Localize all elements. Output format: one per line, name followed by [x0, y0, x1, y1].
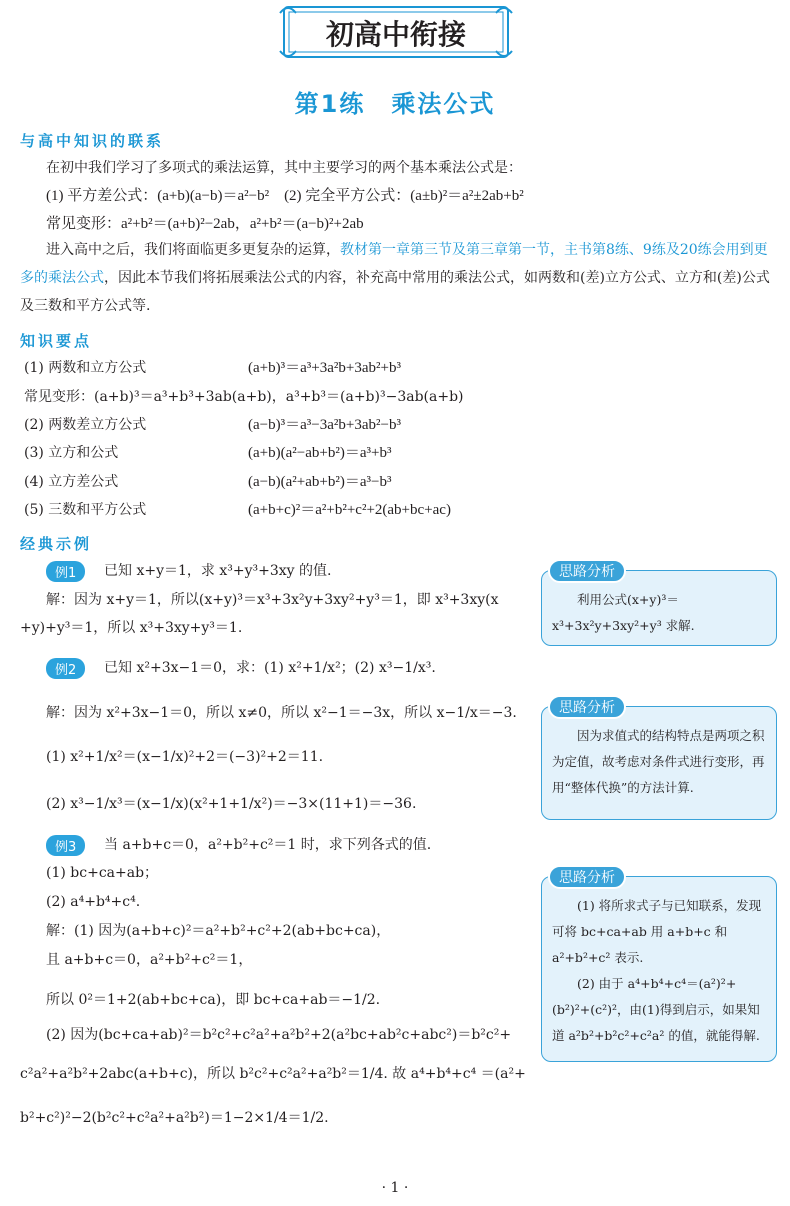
example-1-solution-2: +y)+y³＝1，所以 x³+3xy+y³＝1.: [20, 620, 243, 636]
analysis-box-3-tag: 思路分析: [548, 865, 626, 889]
page-number: · 1 ·: [381, 1180, 409, 1196]
example-3-badge: 例3: [46, 835, 85, 856]
example-3-line-4: 且 a+b+c＝0，a²+b²+c²＝1，: [46, 952, 253, 968]
example-3-question: 当 a+b+c＝0，a²+b²+c²＝1 时，求下列各式的值.: [104, 837, 432, 853]
point-4-name: (4) 立方差公式: [24, 474, 119, 490]
example-2-solution-2: (1) x²+1/x²＝(x−1/x)²+2＝(−3)²+2＝11.: [46, 749, 324, 765]
example-3-line-3: 解：(1) 因为(a+b+c)²＝a²+b²+c²+2(ab+bc+ca)，: [46, 923, 391, 939]
example-3-line-1: (1) bc+ca+ab；: [46, 865, 159, 881]
intro-p1: 在初中我们学习了多项式的乘法运算，其中主要学习的两个基本乘法公式是：: [46, 160, 522, 176]
lesson-title: 第1练 乘法公式: [294, 90, 496, 118]
point-5-formula: (a+b+c)²＝a²+b²+c²+2(ab+bc+ac): [248, 502, 451, 518]
example-2-solution-3: (2) x³−1/x³＝(x−1/x)(x²+1+1/x²)＝−3×(11+1)＝−36.: [46, 796, 417, 812]
intro-p4-highlight: 教材第一章第三节及第三章第一节，主书第8练、9练及20练会用到更多的乘法公式: [20, 242, 768, 286]
example-2-badge: 例2: [46, 658, 85, 679]
section-heading-1: 与高中知识的联系: [20, 132, 165, 150]
example-3-line-5: 所以 0²＝1+2(ab+bc+ca)，即 bc+ca+ab＝−1/2.: [46, 992, 381, 1008]
example-2-question: 已知 x²+3x−1＝0，求：(1) x²+1/x²；(2) x³−1/x³.: [104, 660, 436, 676]
intro-p4-a: 进入高中之后，我们将面临更多更复杂的运算，: [46, 242, 340, 258]
intro-p4: [20, 236, 780, 320]
point-1-name: (1) 两数和立方公式: [24, 360, 147, 376]
point-2-formula: (a−b)³＝a³−3a²b+3ab²−b³: [248, 417, 401, 433]
example-3-line-7: c²a²+a²b²+2abc(a+b+c)，所以 b²c²+c²a²+a²b²＝1/4. 故 a⁴+b⁴+c⁴ ＝(a²+: [20, 1066, 526, 1082]
section-heading-2: 知识要点: [20, 332, 93, 350]
analysis-box-3-text: (1) 将所求式子与已知联系，发现可将 bc+ca+ab 用 a+b+c 和 a²+b²+c² 表示. (2) 由于 a⁴+b⁴+c⁴＝(a²)²+(b²)²+(c²)²，由(1)得到启示，如果知道 a²b²+b²c²+c²a² 的值，就能得解.: [552, 898, 762, 1043]
point-3-name: (3) 立方和公式: [24, 445, 119, 461]
example-3-line-2: (2) a⁴+b⁴+c⁴.: [46, 894, 141, 910]
example-3-line-8: b²+c²)²−2(b²c²+c²a²+a²b²)＝1−2×1/4＝1/2.: [20, 1110, 329, 1126]
example-2-solution-1: 解：因为 x²+3x−1＝0，所以 x≠0，所以 x²−1＝−3x，所以 x−1/x＝−3.: [46, 705, 517, 721]
example-1-question: 已知 x+y＝1，求 x³+y³+3xy 的值.: [104, 563, 332, 579]
point-4-formula: (a−b)(a²+ab+b²)＝a³−b³: [248, 474, 392, 490]
example-1-badge: 例1: [46, 561, 85, 582]
analysis-box-1-tag: 思路分析: [548, 559, 626, 583]
analysis-box-2-tag: 思路分析: [548, 695, 626, 719]
point-3-formula: (a+b)(a²−ab+b²)＝a³+b³: [248, 445, 392, 461]
intro-p4-c: ，因此本节我们将拓展乘法公式的内容，补充高中常用的乘法公式，如两数和(差)立方公式、立方和(差)公式及三数和平方公式等.: [20, 270, 770, 314]
example-3-line-6: (2) 因为(bc+ca+ab)²＝b²c²+c²a²+a²b²+2(a²bc+ab²c+abc²)＝b²c²+: [46, 1027, 512, 1043]
section-heading-3: 经典示例: [20, 535, 93, 553]
page-title: 初高中衔接: [325, 18, 466, 51]
point-5-name: (5) 三数和平方公式: [24, 502, 147, 518]
analysis-box-3: [541, 870, 777, 1062]
analysis-box-1-text: 利用公式(x+y)³＝x³+3x²y+3xy²+y³ 求解.: [552, 592, 695, 633]
analysis-box-2: [541, 700, 777, 820]
analysis-box-2-text: 因为求值式的结构特点是两项之积为定值，故考虑对条件式进行变形，再用“整体代换”的方法计算.: [552, 728, 765, 795]
intro-p3: 常见变形：a²+b²＝(a+b)²−2ab，a²+b²＝(a−b)²+2ab: [46, 216, 364, 232]
example-1-solution-1: 解：因为 x+y＝1，所以(x+y)³＝x³+3x²y+3xy²+y³＝1，即 x³+3xy(x: [46, 592, 499, 608]
title-banner: [278, 3, 514, 61]
intro-p2: (1) 平方差公式：(a+b)(a−b)＝a²−b² (2) 完全平方公式：(a±b)²＝a²±2ab+b²: [46, 188, 524, 204]
point-2-name: (2) 两数差立方公式: [24, 417, 147, 433]
analysis-box-1: [541, 564, 777, 646]
point-variant: 常见变形：(a+b)³＝a³+b³+3ab(a+b)，a³+b³＝(a+b)³−3ab(a+b): [24, 389, 464, 405]
point-1-formula: (a+b)³＝a³+3a²b+3ab²+b³: [248, 360, 401, 376]
